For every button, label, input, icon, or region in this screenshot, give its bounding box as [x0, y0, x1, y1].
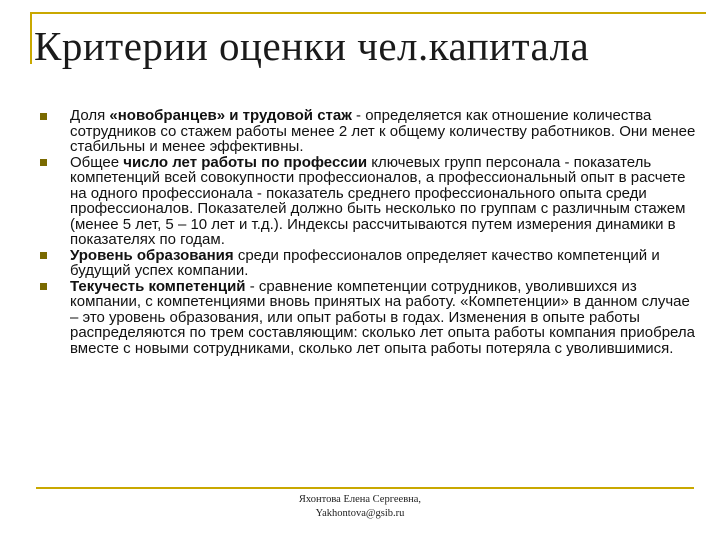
square-bullet-icon	[40, 252, 47, 259]
title-left-rule	[30, 12, 32, 64]
title-top-rule	[30, 12, 706, 14]
bullet-item-years-of-work	[40, 155, 700, 248]
footer-email: Yakhontova@gsib.ru	[315, 508, 405, 519]
bullet-text: - сравнение компетенции сотрудников, уволившихся из компании, с компетенциями вновь принятых на работу. «Компетенции» в данном случае – это уровень образования, или опыт работы в годах. Изменения в опыте работы распределяются по трем составляющим: сколько лет опыта работы компания приобрела вместе с новыми сотрудниками, сколько лет опыта работы потеряла с уволившимися.	[70, 277, 695, 357]
bullet-lead: Доля	[70, 107, 110, 124]
footer-author: Яхонтова Елена Сергеевна,	[298, 494, 422, 505]
slide-title: Критерии оценки чел.капитала	[34, 23, 590, 69]
bullet-item-newcomers	[40, 108, 700, 155]
bullet-text: ключевых групп персонала - показатель компетенций всей совокупности профессионалов, а профессиональный опыт в расчете на одного профессионала - показатель среднего профессионального опыта среди профессионалов. Показателей должно быть несколько по группам с различным стажем (менее 5 лет, 5 – 10 лет и т.д.). Индексы рассчитываются путем измерения динамики в показателях по годам.	[70, 153, 686, 248]
square-bullet-icon	[40, 283, 47, 290]
bullet-bold-term: Текучесть компетенций	[70, 277, 246, 295]
bullet-bold-term: Уровень образования	[70, 246, 234, 264]
bullet-text: среди профессионалов определяет качество компетенций и будущий успех компании.	[70, 246, 660, 279]
bullet-lead: Общее	[70, 153, 124, 171]
bullet-bold-term: число лет работы по профессии	[123, 153, 368, 171]
bullet-list	[40, 108, 700, 356]
bullet-item-competence-turnover	[40, 279, 700, 357]
square-bullet-icon	[40, 159, 47, 166]
square-bullet-icon	[40, 113, 47, 120]
bullet-text: - определяется как отношение количества сотрудников со стажем работы менее 2 лет к общему количеству работников. Они менее стабильны и менее эффективны.	[70, 107, 696, 155]
bullet-item-education-level	[40, 248, 700, 279]
footer	[0, 493, 720, 521]
footer-rule	[36, 487, 694, 489]
bullet-bold-term: «новобранцев» и трудовой стаж	[109, 107, 352, 124]
